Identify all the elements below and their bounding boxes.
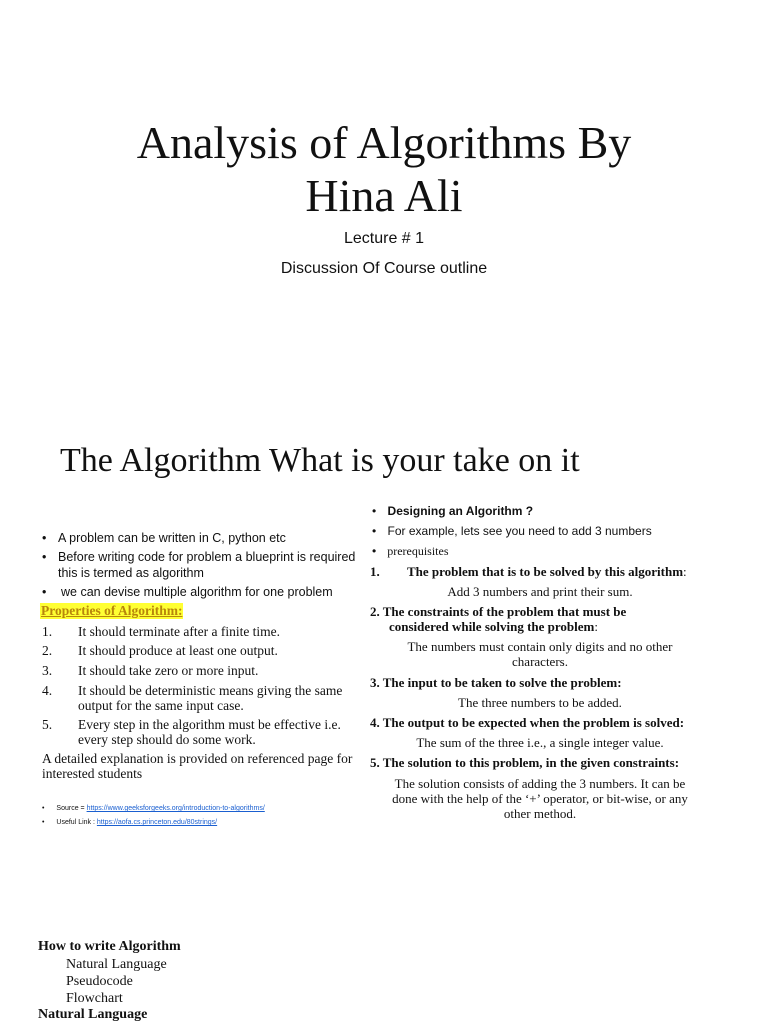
useful-link-line: • Useful Link : https://aofa.cs.princeton.edu/80strings/ bbox=[42, 819, 218, 826]
step-2-answer: The numbers must contain only digits and no other characters. bbox=[407, 639, 673, 669]
method-item: Flowchart bbox=[66, 991, 123, 1006]
step-1-answer: Add 3 numbers and print their sum. bbox=[447, 584, 633, 599]
step-5-heading: 5. The solution to this problem, in the given constraints: bbox=[370, 755, 680, 770]
left-bullet-3: • we can devise multiple algorithm for one problem bbox=[42, 585, 333, 599]
bullet-icon: • bbox=[42, 531, 47, 545]
step-5-answer: The solution consists of adding the 3 numbers. It can be done with the help of the ‘+’ operator, or bit-wise, or any other method. bbox=[392, 776, 688, 821]
property-item: 4. It should be deterministic means giving the same output for the same input case. bbox=[42, 683, 343, 713]
title-line-1: Analysis of Algorithms By bbox=[136, 117, 632, 168]
step-1-heading: 1. The problem that is to be solved by this algorithm: bbox=[370, 564, 687, 579]
left-bullet-2: • Before writing code for problem a blueprint is required this is termed as algorithm bbox=[42, 550, 356, 580]
bullet-icon: • bbox=[372, 524, 377, 538]
property-item: 5. Every step in the algorithm must be effective i.e. every step should do some work. bbox=[42, 717, 341, 747]
source-link[interactable]: https://www.geeksforgeeks.org/introduction-to-algorithms/ bbox=[86, 805, 265, 812]
bullet-icon: • bbox=[42, 550, 47, 564]
right-bullet-1: • Designing an Algorithm ? bbox=[372, 504, 534, 518]
property-item: 2. It should produce at least one output. bbox=[42, 643, 278, 658]
bullet-icon: • bbox=[372, 504, 377, 518]
slide-subtitle: Discussion Of Course outline bbox=[280, 260, 488, 277]
right-bullet-2: • For example, lets see you need to add 3 numbers bbox=[372, 524, 652, 538]
how-to-write-heading: How to write Algorithm bbox=[38, 939, 181, 954]
step-3-heading: 3. The input to be taken to solve the problem: bbox=[370, 675, 622, 690]
right-bullet-3: • prerequisites bbox=[372, 544, 449, 558]
slide-title bbox=[0, 116, 768, 222]
bullet-icon: • bbox=[42, 819, 45, 826]
method-item: Natural Language bbox=[66, 957, 167, 972]
bullet-icon: • bbox=[42, 805, 45, 812]
explanation-note: A detailed explanation is provided on referenced page for interested students bbox=[42, 751, 353, 781]
property-item: 1. It should terminate after a finite time. bbox=[42, 624, 281, 639]
step-2-heading: 2. The constraints of the problem that must be considered while solving the problem: bbox=[370, 604, 627, 634]
lecture-number: Lecture # 1 bbox=[343, 230, 425, 247]
title-line-2: Hina Ali bbox=[305, 170, 463, 221]
bullet-icon: • bbox=[42, 585, 47, 599]
natural-language-heading: Natural Language bbox=[38, 1007, 148, 1022]
step-4-heading: 4. The output to be expected when the problem is solved: bbox=[370, 715, 685, 730]
left-bullet-1: • A problem can be written in C, python etc bbox=[42, 531, 286, 545]
property-item: 3. It should take zero or more input. bbox=[42, 663, 259, 678]
bullet-icon: • bbox=[372, 544, 377, 558]
source-line: • Source = https://www.geeksforgeeks.org/introduction-to-algorithms/ bbox=[42, 805, 265, 812]
step-4-answer: The sum of the three i.e., a single integer value. bbox=[416, 735, 664, 750]
method-item: Pseudocode bbox=[66, 974, 133, 989]
step-3-answer: The three numbers to be added. bbox=[458, 695, 622, 710]
section-title: The Algorithm What is your take on it bbox=[60, 442, 580, 479]
properties-heading: Properties of Algorithm: bbox=[41, 603, 183, 618]
useful-link[interactable]: https://aofa.cs.princeton.edu/80strings/ bbox=[96, 819, 218, 826]
